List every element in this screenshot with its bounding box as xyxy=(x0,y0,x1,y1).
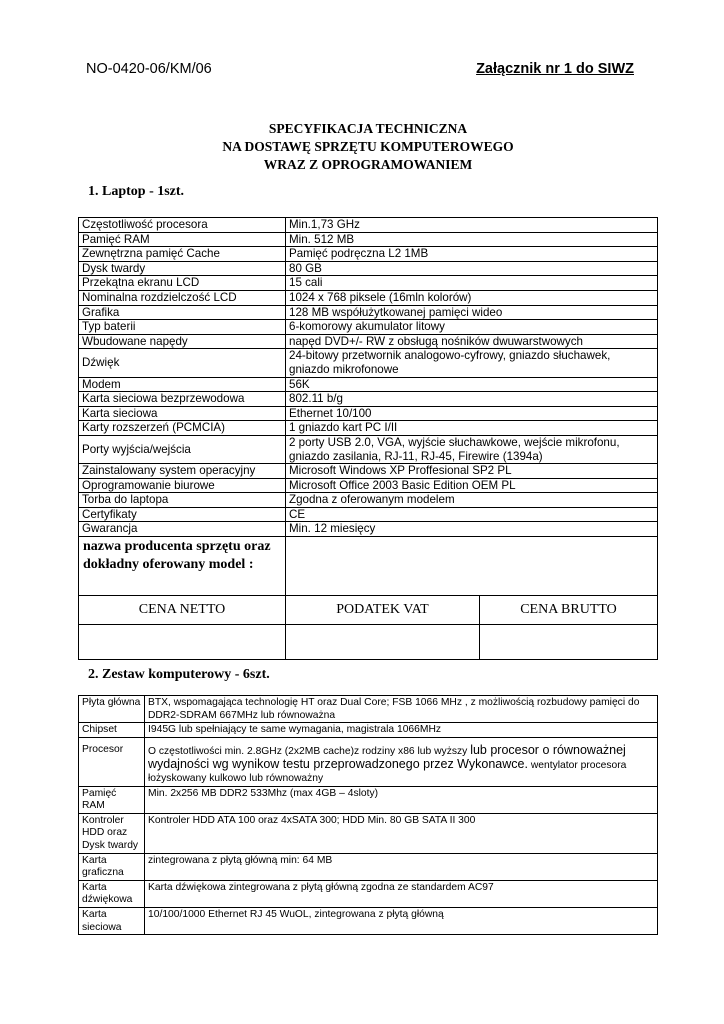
spec-value: Microsoft Windows XP Proffesional SP2 PL xyxy=(286,464,658,479)
price-vat-cell xyxy=(286,625,480,660)
price-vat-header: PODATEK VAT xyxy=(286,596,480,625)
spec-param: Dźwięk xyxy=(79,349,286,377)
spec-value: 15 cali xyxy=(286,276,658,291)
spec-param: Typ baterii xyxy=(79,320,286,335)
spec-param: Płyta główna xyxy=(79,696,145,723)
spec-value: I945G lub spełniający te same wymagania, magistrala 1066MHz xyxy=(145,723,658,738)
producer-row xyxy=(79,537,658,596)
spec-row xyxy=(79,737,658,786)
spec-row xyxy=(79,334,658,349)
processor-text-part: wentylator procesora łożyskowany kulkowo lub równoważny xyxy=(148,760,627,784)
spec-param: Karta graficzna xyxy=(79,853,145,880)
title-line-2: NA DOSTAWĘ SPRZĘTU KOMPUTEROWEGO xyxy=(222,139,514,154)
spec-row xyxy=(79,696,658,723)
spec-value: 802.11 b/g xyxy=(286,392,658,407)
spec-param: Karta sieciowa xyxy=(79,406,286,421)
price-value-row xyxy=(79,625,658,660)
spec-row xyxy=(79,853,658,880)
section-1-heading: 1. Laptop - 1szt. xyxy=(88,184,185,199)
spec-param: Częstotliwość procesora xyxy=(79,218,286,233)
spec-param: Nominalna rozdzielczość LCD xyxy=(79,290,286,305)
spec-param: Procesor xyxy=(79,737,145,786)
spec-value: zintegrowana z płytą główną min: 64 MB xyxy=(145,853,658,880)
spec-value: Ethernet 10/100 xyxy=(286,406,658,421)
spec-param: Oprogramowanie biurowe xyxy=(79,478,286,493)
spec-param: Porty wyjścia/wejścia xyxy=(79,435,286,463)
spec-row xyxy=(79,813,658,853)
spec-row xyxy=(79,320,658,335)
spec-value: 1 gniazdo kart PC I/II xyxy=(286,421,658,436)
spec-param: Pamięć RAM xyxy=(79,786,145,813)
spec-param: Torba do laptopa xyxy=(79,493,286,508)
spec-value: CE xyxy=(286,507,658,522)
producer-value-cell xyxy=(286,537,658,596)
processor-text-part: O częstotliwości min. 2.8GHz (2x2MB cache)z rodziny x86 lub wyższy xyxy=(148,745,468,757)
spec-param: Chipset xyxy=(79,723,145,738)
spec-row xyxy=(79,218,658,233)
spec-value: Microsoft Office 2003 Basic Edition OEM PL xyxy=(286,478,658,493)
spec-row xyxy=(79,290,658,305)
producer-label: nazwa producenta sprzętu oraz dokładny oferowany model : xyxy=(79,537,286,596)
spec-value: Kontroler HDD ATA 100 oraz 4xSATA 300; HDD Min. 80 GB SATA II 300 xyxy=(145,813,658,853)
spec-param: Dysk twardy xyxy=(79,261,286,276)
title-line-3: WRAZ Z OPROGRAMOWANIEM xyxy=(263,157,473,172)
spec-param: Grafika xyxy=(79,305,286,320)
price-netto-header: CENA NETTO xyxy=(79,596,286,625)
spec-param: Karta sieciowa xyxy=(79,907,145,934)
spec-value: 24-bitowy przetwornik analogowo-cyfrowy, gniazdo słuchawek, gniazdo mikrofonowe xyxy=(286,349,658,377)
spec-row xyxy=(79,377,658,392)
spec-value: BTX, wspomagająca technologię HT oraz Dual Core; FSB 1066 MHz , z możliwością rozbudowy pamięci do DDR2-SDRAM 667MHz lub równoważna xyxy=(145,696,658,723)
spec-row xyxy=(79,261,658,276)
spec-row xyxy=(79,907,658,934)
price-header-row xyxy=(79,596,658,625)
spec-value xyxy=(145,737,658,786)
spec-row xyxy=(79,464,658,479)
spec-row xyxy=(79,421,658,436)
spec-value: 56K xyxy=(286,377,658,392)
spec-param: Kontroler HDD oraz Dysk twardy xyxy=(79,813,145,853)
attachment-label: Załącznik nr 1 do SIWZ xyxy=(476,61,634,77)
spec-param: Przekątna ekranu LCD xyxy=(79,276,286,291)
spec-value: Pamięć podręczna L2 1MB xyxy=(286,247,658,262)
price-netto-cell xyxy=(79,625,286,660)
spec-value: Min. 512 MB xyxy=(286,232,658,247)
spec-row xyxy=(79,232,658,247)
spec-row xyxy=(79,305,658,320)
spec-row xyxy=(79,478,658,493)
spec-param: Zainstalowany system operacyjny xyxy=(79,464,286,479)
spec-value: 6-komorowy akumulator litowy xyxy=(286,320,658,335)
spec-row xyxy=(79,493,658,508)
spec-param: Zewnętrzna pamięć Cache xyxy=(79,247,286,262)
spec-param: Modem xyxy=(79,377,286,392)
section-2-heading: 2. Zestaw komputerowy - 6szt. xyxy=(88,667,270,682)
spec-value: Min. 2x256 MB DDR2 533Mhz (max 4GB – 4sloty) xyxy=(145,786,658,813)
spec-value: napęd DVD+/- RW z obsługą nośników dwuwarstwowych xyxy=(286,334,658,349)
spec-param: Certyfikaty xyxy=(79,507,286,522)
spec-row xyxy=(79,786,658,813)
spec-param: Karty rozszerzeń (PCMCIA) xyxy=(79,421,286,436)
spec-row xyxy=(79,507,658,522)
spec-row xyxy=(79,247,658,262)
spec-value: 80 GB xyxy=(286,261,658,276)
spec-row xyxy=(79,723,658,738)
price-brutto-cell xyxy=(480,625,658,660)
spec-value: 2 porty USB 2.0, VGA, wyjście słuchawkowe, wejście mikrofonu, gniazdo zasilania, RJ-11, RJ-45, Firewire (1394a) xyxy=(286,435,658,463)
spec-value: Min. 12 miesięcy xyxy=(286,522,658,537)
spec-row xyxy=(79,392,658,407)
spec-value: 128 MB współużytkowanej pamięci wideo xyxy=(286,305,658,320)
spec-row xyxy=(79,406,658,421)
spec-value: 1024 x 768 piksele (16mln kolorów) xyxy=(286,290,658,305)
laptop-spec-table xyxy=(78,217,658,660)
spec-param: Karta sieciowa bezprzewodowa xyxy=(79,392,286,407)
spec-value: Min.1,73 GHz xyxy=(286,218,658,233)
spec-row xyxy=(79,435,658,463)
spec-row xyxy=(79,349,658,377)
computer-spec-table xyxy=(78,695,658,935)
spec-value: Karta dźwiękowa zintegrowana z płytą główną zgodna ze standardem AC97 xyxy=(145,880,658,907)
spec-row xyxy=(79,276,658,291)
spec-param: Gwarancja xyxy=(79,522,286,537)
price-brutto-header: CENA BRUTTO xyxy=(480,596,658,625)
spec-value: 10/100/1000 Ethernet RJ 45 WuOL, zintegrowana z płytą główną xyxy=(145,907,658,934)
processor-text-part: lub procesor o równoważnej wydajności wg wynikow testu przeprowadzonego przez Wykonawce. xyxy=(148,742,626,772)
reference-number: NO-0420-06/KM/06 xyxy=(86,61,212,77)
spec-param: Pamięć RAM xyxy=(79,232,286,247)
title-line-1: SPECYFIKACJA TECHNICZNA xyxy=(268,121,468,136)
spec-row xyxy=(79,522,658,537)
spec-value: Zgodna z oferowanym modelem xyxy=(286,493,658,508)
spec-param: Karta dźwiękowa xyxy=(79,880,145,907)
spec-row xyxy=(79,880,658,907)
spec-param: Wbudowane napędy xyxy=(79,334,286,349)
